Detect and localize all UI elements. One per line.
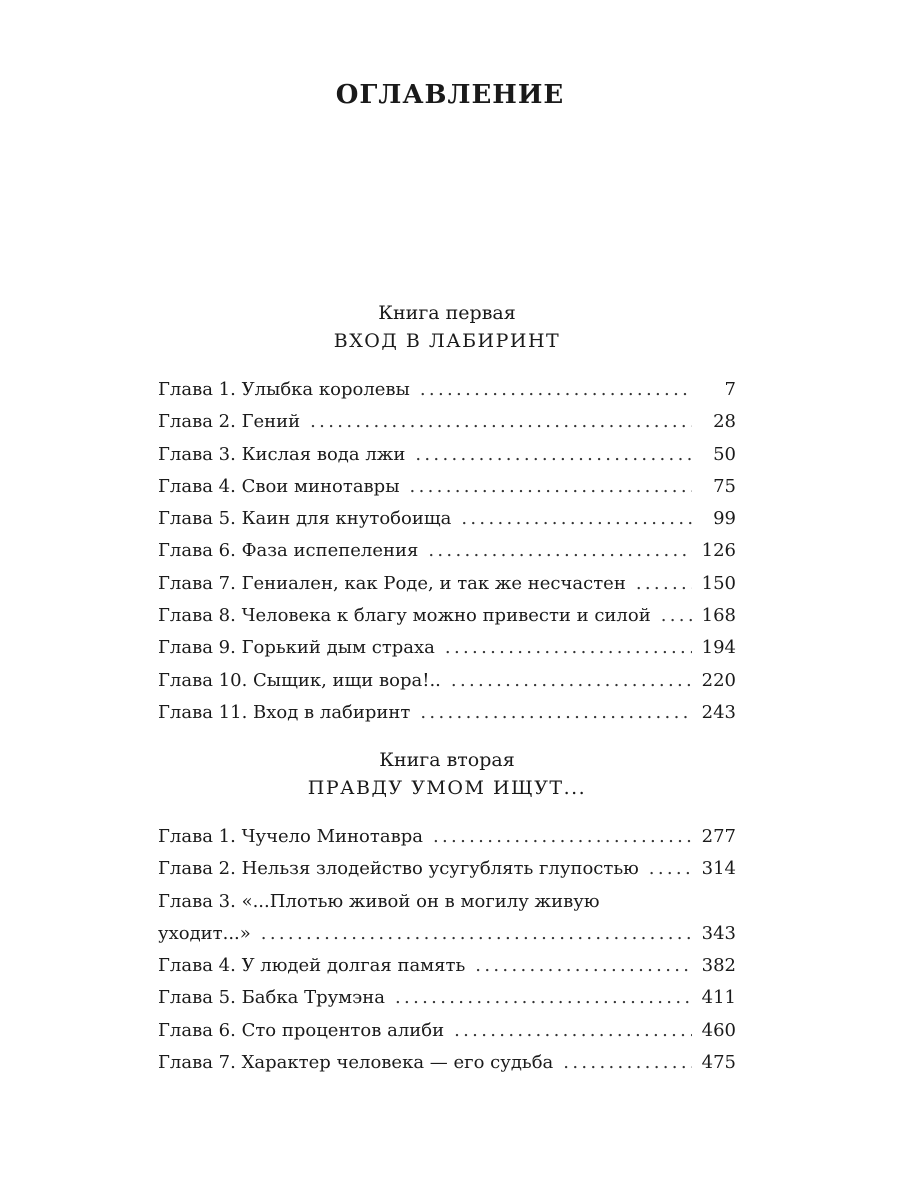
toc-entry[interactable]	[158, 697, 736, 729]
page-number: 314	[701, 858, 736, 880]
dot-leader	[261, 918, 692, 950]
page-number: 168	[701, 605, 736, 627]
page-number: 28	[713, 411, 736, 433]
toc-entry[interactable]	[158, 982, 736, 1014]
toc-entry[interactable]	[158, 503, 736, 535]
page-number: 50	[713, 443, 736, 465]
dot-leader	[428, 535, 692, 567]
toc-entry[interactable]	[158, 439, 736, 471]
toc-list	[158, 821, 736, 1079]
dot-leader	[461, 503, 692, 535]
book-label: Книга первая	[378, 302, 516, 324]
toc-entry[interactable]	[158, 568, 736, 600]
toc-entry[interactable]	[158, 1015, 736, 1047]
toc-list	[158, 374, 736, 729]
page-number: 382	[701, 955, 736, 977]
chapter-title: Глава 10. Сыщик, ищи вора!..	[158, 669, 441, 691]
chapter-title: Глава 6. Сто процентов алиби	[158, 1019, 445, 1041]
chapter-title: Глава 11. Вход в лабиринт	[158, 701, 411, 723]
dot-leader	[415, 439, 692, 471]
dot-leader	[649, 853, 692, 885]
toc-entry[interactable]	[158, 950, 736, 982]
toc-entry[interactable]	[158, 1047, 736, 1079]
page-number: 7	[724, 379, 736, 400]
dot-leader	[410, 471, 692, 503]
dot-leader	[636, 568, 692, 600]
page-number: 243	[701, 701, 736, 723]
chapter-title: Глава 5. Каин для кнутобоища	[158, 508, 452, 530]
toc-entry[interactable]	[158, 535, 736, 567]
toc-entry[interactable]	[158, 665, 736, 697]
toc-entry-line-2[interactable]	[158, 918, 736, 950]
chapter-title: Глава 3. Кислая вода лжи	[158, 443, 406, 465]
toc-entry[interactable]	[158, 821, 736, 853]
toc-entry[interactable]	[158, 406, 736, 438]
page-number: 343	[701, 922, 736, 944]
toc-entry[interactable]	[158, 600, 736, 632]
page-number: 75	[713, 475, 736, 497]
dot-leader	[454, 1015, 692, 1047]
book-one-section	[158, 300, 736, 729]
page-number: 126	[701, 540, 736, 562]
chapter-title: Глава 6. Фаза испепеления	[158, 540, 419, 562]
page-title: ОГЛАВЛЕНИЕ	[335, 80, 565, 110]
chapter-title: Глава 9. Горький дым страха	[158, 637, 435, 659]
chapter-title: Глава 1. Улыбка королевы	[158, 379, 410, 400]
dot-leader	[445, 632, 692, 664]
dot-leader	[563, 1047, 692, 1079]
dot-leader	[433, 821, 692, 853]
dot-leader	[661, 600, 692, 632]
page-number: 99	[713, 508, 736, 530]
toc-entry[interactable]	[158, 853, 736, 885]
chapter-title: Глава 5. Бабка Трумэна	[158, 987, 385, 1009]
page-number: 411	[701, 987, 736, 1009]
book-two-section	[158, 747, 736, 1079]
page-number: 460	[701, 1019, 736, 1041]
dot-leader	[451, 665, 692, 697]
chapter-title: Глава 7. Гениален, как Роде, и так же несчастен	[158, 572, 626, 594]
dot-leader	[310, 406, 692, 438]
chapter-title: Глава 8. Человека к благу можно привести и силой	[158, 605, 651, 627]
chapter-title: Глава 3. «...Плотью живой он в могилу живую	[158, 890, 600, 912]
page-number: 277	[701, 826, 736, 847]
dot-leader	[395, 982, 692, 1014]
page-number: 475	[701, 1052, 736, 1074]
dot-leader	[420, 697, 692, 729]
dot-leader	[475, 950, 692, 982]
toc-entry[interactable]	[158, 632, 736, 664]
chapter-title: Глава 2. Нельзя злодейство усугублять глупостью	[158, 858, 639, 880]
chapter-title: Глава 4. У людей долгая память	[158, 955, 466, 977]
dot-leader	[420, 374, 692, 406]
page-number: 220	[701, 669, 736, 691]
page-number: 150	[701, 572, 736, 594]
book-label: Книга вторая	[379, 749, 515, 771]
book-heading: ВХОД В ЛАБИРИНТ	[333, 330, 561, 352]
chapter-title: Глава 2. Гений	[158, 411, 301, 433]
toc-entry[interactable]	[158, 374, 736, 406]
chapter-title: Глава 4. Свои минотавры	[158, 475, 400, 497]
book-heading: ПРАВДУ УМОМ ИЩУТ...	[307, 777, 587, 799]
chapter-title-continuation: уходит...»	[158, 922, 251, 944]
chapter-title: Глава 7. Характер человека — его судьба	[158, 1052, 554, 1074]
page-number: 194	[701, 637, 736, 659]
chapter-title: Глава 1. Чучело Минотавра	[158, 826, 423, 847]
toc-entry-line-1[interactable]	[158, 886, 736, 918]
toc-entry[interactable]	[158, 471, 736, 503]
